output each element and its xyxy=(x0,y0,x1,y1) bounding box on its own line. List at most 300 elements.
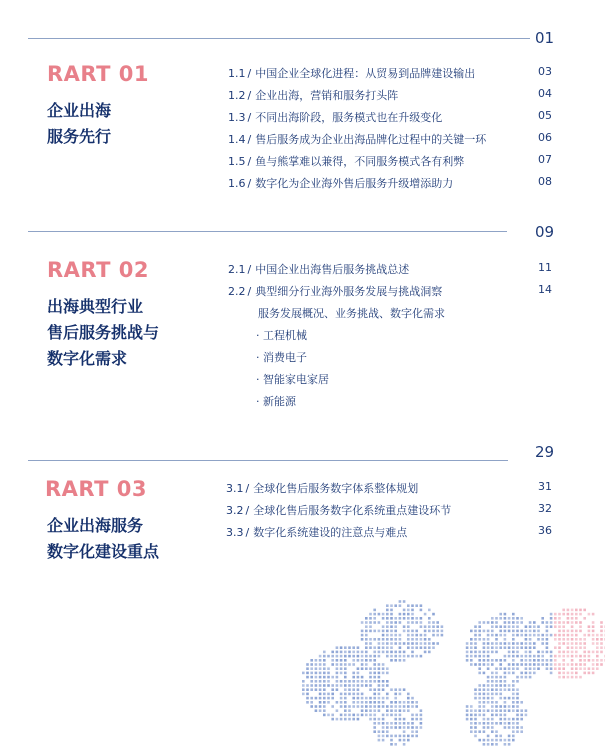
map-dot xyxy=(336,709,339,712)
map-dot xyxy=(537,651,540,654)
map-dot xyxy=(365,697,368,700)
map-dot xyxy=(592,621,595,624)
map-dot xyxy=(516,697,519,700)
map-dot xyxy=(596,634,599,637)
map-dot xyxy=(483,693,486,696)
map-dot xyxy=(369,701,372,704)
map-dot xyxy=(491,709,494,712)
map-dot xyxy=(512,730,515,733)
map-dot xyxy=(390,630,393,633)
map-dot xyxy=(399,613,402,616)
toc-entry-number: 1.2 xyxy=(228,89,246,102)
map-dot xyxy=(340,672,343,675)
toc-separator: / xyxy=(247,111,252,124)
toc-entry-number: 1.6 xyxy=(228,177,246,190)
map-dot xyxy=(546,621,549,624)
map-dot xyxy=(407,604,410,607)
map-dot xyxy=(520,709,523,712)
map-dot xyxy=(394,735,397,738)
map-dot xyxy=(491,697,494,700)
map-dot xyxy=(331,676,334,679)
map-dot xyxy=(483,621,486,624)
map-dot xyxy=(504,672,507,675)
map-dot xyxy=(512,693,515,696)
toc-entry-page: 03 xyxy=(538,65,552,78)
toc-entry-text: 全球化售后服务数字体系整体规划 xyxy=(253,482,419,495)
toc-entry[interactable] xyxy=(228,87,398,103)
toc-entry[interactable] xyxy=(228,153,464,169)
sub-item-industry[interactable]: · 新能源 xyxy=(256,395,296,408)
map-dot xyxy=(361,667,364,670)
map-dot xyxy=(407,621,410,624)
map-dot xyxy=(562,663,565,666)
map-dot xyxy=(483,659,486,662)
map-dot xyxy=(344,705,347,708)
map-dot xyxy=(378,739,381,742)
map-dot xyxy=(357,651,360,654)
map-dot xyxy=(575,634,578,637)
map-dot xyxy=(399,651,402,654)
map-dot xyxy=(369,688,372,691)
map-dot xyxy=(504,659,507,662)
map-dot xyxy=(466,659,469,662)
map-dot xyxy=(369,613,372,616)
map-dot xyxy=(327,693,330,696)
map-dot xyxy=(504,667,507,670)
map-dot xyxy=(546,667,549,670)
map-dot xyxy=(520,646,523,649)
map-dot xyxy=(499,693,502,696)
map-dot xyxy=(592,651,595,654)
map-dot xyxy=(508,735,511,738)
map-dot xyxy=(403,613,406,616)
map-dot xyxy=(533,625,536,628)
map-dot xyxy=(508,655,511,658)
map-dot xyxy=(390,625,393,628)
map-dot xyxy=(420,609,423,612)
part1-subtitle-line: 企业出海 xyxy=(47,101,112,120)
toc-entry-page: 14 xyxy=(538,283,552,296)
map-dot xyxy=(487,630,490,633)
map-dot xyxy=(373,651,376,654)
map-dot xyxy=(508,672,511,675)
toc-entry[interactable] xyxy=(228,65,475,81)
map-dot xyxy=(512,655,515,658)
map-dot xyxy=(487,709,490,712)
toc-entry[interactable] xyxy=(228,131,486,147)
map-dot xyxy=(348,714,351,717)
map-dot xyxy=(491,646,494,649)
map-dot xyxy=(499,722,502,725)
map-dot xyxy=(516,621,519,624)
map-dot xyxy=(550,625,553,628)
map-dot xyxy=(491,726,494,729)
map-dot xyxy=(428,617,431,620)
map-dot xyxy=(487,621,490,624)
map-dot xyxy=(361,638,364,641)
map-dot xyxy=(361,651,364,654)
map-dot xyxy=(348,688,351,691)
map-dot xyxy=(508,743,511,746)
map-dot xyxy=(491,630,494,633)
map-dot xyxy=(344,663,347,666)
map-dot xyxy=(327,680,330,683)
map-dot xyxy=(575,613,578,616)
map-dot xyxy=(361,697,364,700)
map-dot xyxy=(579,676,582,679)
map-dot xyxy=(344,651,347,654)
map-dot xyxy=(365,651,368,654)
map-dot xyxy=(306,684,309,687)
map-dot xyxy=(558,655,561,658)
map-dot xyxy=(428,630,431,633)
toc-entry[interactable] xyxy=(228,261,409,277)
map-dot xyxy=(474,693,477,696)
map-dot xyxy=(470,726,473,729)
map-dot xyxy=(403,701,406,704)
map-dot xyxy=(579,667,582,670)
map-dot xyxy=(411,621,414,624)
map-dot xyxy=(495,651,498,654)
map-dot xyxy=(378,646,381,649)
map-dot xyxy=(575,617,578,620)
map-dot xyxy=(529,625,532,628)
map-dot xyxy=(512,651,515,654)
map-dot xyxy=(373,646,376,649)
map-dot xyxy=(352,714,355,717)
map-dot xyxy=(516,709,519,712)
toc-entry-page: 11 xyxy=(538,261,552,274)
map-dot xyxy=(525,638,528,641)
map-dot xyxy=(378,672,381,675)
map-dot xyxy=(537,625,540,628)
map-dot xyxy=(399,735,402,738)
map-dot xyxy=(411,651,414,654)
map-dot xyxy=(390,613,393,616)
sub-item-industry[interactable]: · 智能家电家居 xyxy=(256,373,329,386)
map-dot xyxy=(495,625,498,628)
map-dot xyxy=(411,604,414,607)
toc-entry-number: 2.1 xyxy=(228,263,246,276)
map-dot xyxy=(369,659,372,662)
map-dot xyxy=(344,688,347,691)
map-dot xyxy=(365,709,368,712)
map-dot xyxy=(579,625,582,628)
map-dot xyxy=(491,684,494,687)
map-dot xyxy=(403,739,406,742)
map-dot xyxy=(327,667,330,670)
map-dot xyxy=(424,651,427,654)
map-dot xyxy=(495,709,498,712)
map-dot xyxy=(357,697,360,700)
map-dot xyxy=(315,697,318,700)
map-dot xyxy=(336,680,339,683)
map-dot xyxy=(323,659,326,662)
toc-entry[interactable] xyxy=(226,480,418,496)
map-dot xyxy=(588,625,591,628)
map-dot xyxy=(516,663,519,666)
map-dot xyxy=(558,621,561,624)
map-dot xyxy=(340,651,343,654)
part3-subtitle-line: 数字化建设重点 xyxy=(47,542,160,561)
map-dot xyxy=(512,621,515,624)
toc-entry[interactable] xyxy=(226,502,451,518)
map-dot xyxy=(567,630,570,633)
map-dot xyxy=(403,625,406,628)
sub-item-industry[interactable]: · 工程机械 xyxy=(256,329,307,342)
map-dot xyxy=(386,638,389,641)
map-dot xyxy=(306,667,309,670)
map-dot xyxy=(399,709,402,712)
toc-entry-page: 06 xyxy=(538,131,552,144)
map-dot xyxy=(508,625,511,628)
map-dot xyxy=(487,735,490,738)
map-dot xyxy=(466,714,469,717)
map-dot xyxy=(504,739,507,742)
toc-entry[interactable] xyxy=(228,283,442,299)
map-dot xyxy=(323,701,326,704)
map-dot xyxy=(394,630,397,633)
map-dot xyxy=(525,709,528,712)
map-dot xyxy=(382,680,385,683)
map-dot xyxy=(399,621,402,624)
map-dot xyxy=(512,659,515,662)
map-dot xyxy=(382,705,385,708)
map-dot xyxy=(491,676,494,679)
map-dot xyxy=(478,667,481,670)
map-dot xyxy=(575,655,578,658)
map-dot xyxy=(483,638,486,641)
map-dot xyxy=(495,667,498,670)
map-dot xyxy=(541,621,544,624)
map-dot xyxy=(487,676,490,679)
map-dot xyxy=(596,651,599,654)
map-dot xyxy=(415,621,418,624)
map-dot xyxy=(562,634,565,637)
map-dot xyxy=(588,651,591,654)
map-dot xyxy=(466,651,469,654)
map-dot xyxy=(491,659,494,662)
map-dot xyxy=(310,659,313,662)
map-dot xyxy=(558,663,561,666)
map-dot xyxy=(499,613,502,616)
map-dot xyxy=(415,638,418,641)
map-dot xyxy=(474,630,477,633)
map-dot xyxy=(537,667,540,670)
map-dot xyxy=(352,659,355,662)
map-dot xyxy=(436,630,439,633)
map-dot xyxy=(382,625,385,628)
map-dot xyxy=(382,646,385,649)
map-dot xyxy=(352,672,355,675)
toc-entry[interactable] xyxy=(228,175,453,191)
map-dot xyxy=(319,693,322,696)
map-dot xyxy=(415,617,418,620)
map-dot xyxy=(365,684,368,687)
map-dot xyxy=(403,609,406,612)
map-dot xyxy=(373,722,376,725)
map-dot xyxy=(315,709,318,712)
map-dot xyxy=(512,630,515,633)
toc-separator: / xyxy=(245,482,250,495)
map-dot xyxy=(331,663,334,666)
map-dot xyxy=(344,646,347,649)
map-dot xyxy=(504,743,507,746)
map-dot xyxy=(336,672,339,675)
map-dot xyxy=(323,705,326,708)
toc-entry-page: 31 xyxy=(538,480,552,493)
map-dot xyxy=(562,638,565,641)
map-dot xyxy=(344,709,347,712)
map-dot xyxy=(394,642,397,645)
map-dot xyxy=(504,642,507,645)
map-dot xyxy=(504,726,507,729)
map-dot xyxy=(504,613,507,616)
map-dot xyxy=(533,646,536,649)
map-dot xyxy=(310,672,313,675)
map-dot xyxy=(319,697,322,700)
map-dot xyxy=(432,613,435,616)
map-dot xyxy=(487,688,490,691)
map-dot xyxy=(352,646,355,649)
map-dot xyxy=(420,646,423,649)
map-dot xyxy=(588,630,591,633)
map-dot xyxy=(512,634,515,637)
map-dot xyxy=(399,604,402,607)
map-dot xyxy=(567,646,570,649)
map-dot xyxy=(327,714,330,717)
map-dot xyxy=(424,613,427,616)
map-dot xyxy=(554,646,557,649)
map-dot xyxy=(508,709,511,712)
map-dot xyxy=(394,659,397,662)
toc-entry-text: 不同出海阶段，服务模式也在升级变化 xyxy=(255,111,443,124)
toc-entry[interactable] xyxy=(228,109,442,125)
map-dot xyxy=(575,638,578,641)
map-dot xyxy=(390,739,393,742)
map-dot xyxy=(411,609,414,612)
map-dot xyxy=(382,684,385,687)
map-dot xyxy=(470,642,473,645)
map-dot xyxy=(504,634,507,637)
map-dot xyxy=(495,659,498,662)
map-dot xyxy=(562,651,565,654)
map-dot xyxy=(407,693,410,696)
map-dot xyxy=(575,646,578,649)
map-dot xyxy=(525,672,528,675)
map-dot xyxy=(499,630,502,633)
map-dot xyxy=(571,672,574,675)
map-dot xyxy=(378,722,381,725)
map-dot xyxy=(365,617,368,620)
map-dot xyxy=(558,646,561,649)
map-dot xyxy=(331,659,334,662)
map-dot xyxy=(575,663,578,666)
map-dot xyxy=(579,638,582,641)
map-dot xyxy=(516,642,519,645)
map-dot xyxy=(491,680,494,683)
map-dot xyxy=(487,726,490,729)
map-dot xyxy=(390,638,393,641)
map-dot xyxy=(378,667,381,670)
map-dot xyxy=(504,680,507,683)
map-dot xyxy=(554,613,557,616)
map-dot xyxy=(529,663,532,666)
map-dot xyxy=(583,617,586,620)
toc-entry-text: 企业出海，营销和服务打头阵 xyxy=(255,89,399,102)
map-dot xyxy=(394,709,397,712)
map-dot xyxy=(512,646,515,649)
map-dot xyxy=(394,604,397,607)
map-dot xyxy=(516,651,519,654)
map-dot xyxy=(512,672,515,675)
map-dot xyxy=(420,604,423,607)
map-dot xyxy=(336,655,339,658)
map-dot xyxy=(310,705,313,708)
map-dot xyxy=(399,646,402,649)
map-dot xyxy=(495,617,498,620)
map-dot xyxy=(382,634,385,637)
map-dot xyxy=(516,617,519,620)
map-dot xyxy=(390,651,393,654)
map-dot xyxy=(323,655,326,658)
map-dot xyxy=(361,663,364,666)
map-dot xyxy=(319,709,322,712)
map-dot xyxy=(499,697,502,700)
toc-separator: / xyxy=(247,155,252,168)
map-dot xyxy=(571,609,574,612)
map-dot xyxy=(348,684,351,687)
part1-subtitle xyxy=(47,98,111,150)
map-dot xyxy=(525,714,528,717)
map-dot xyxy=(340,693,343,696)
map-dot xyxy=(399,638,402,641)
map-dot xyxy=(386,667,389,670)
map-dot xyxy=(520,634,523,637)
map-dot xyxy=(315,672,318,675)
map-dot xyxy=(537,663,540,666)
sub-item-industry[interactable]: · 消费电子 xyxy=(256,351,307,364)
map-dot xyxy=(315,688,318,691)
map-dot xyxy=(378,680,381,683)
map-dot xyxy=(562,676,565,679)
map-dot xyxy=(352,651,355,654)
map-dot xyxy=(386,735,389,738)
map-dot xyxy=(592,625,595,628)
map-dot xyxy=(478,722,481,725)
map-dot xyxy=(499,676,502,679)
map-dot xyxy=(361,714,364,717)
map-dot xyxy=(483,705,486,708)
map-dot xyxy=(302,672,305,675)
map-dot xyxy=(499,663,502,666)
toc-entry[interactable] xyxy=(226,524,407,540)
map-dot xyxy=(579,630,582,633)
map-dot xyxy=(331,705,334,708)
map-dot xyxy=(373,693,376,696)
map-dot xyxy=(390,609,393,612)
map-dot xyxy=(403,743,406,746)
map-dot xyxy=(495,684,498,687)
map-dot xyxy=(562,613,565,616)
map-dot xyxy=(478,739,481,742)
map-dot xyxy=(491,730,494,733)
map-dot xyxy=(369,676,372,679)
map-dot xyxy=(386,709,389,712)
map-dot xyxy=(357,705,360,708)
map-dot xyxy=(361,655,364,658)
map-dot xyxy=(390,617,393,620)
